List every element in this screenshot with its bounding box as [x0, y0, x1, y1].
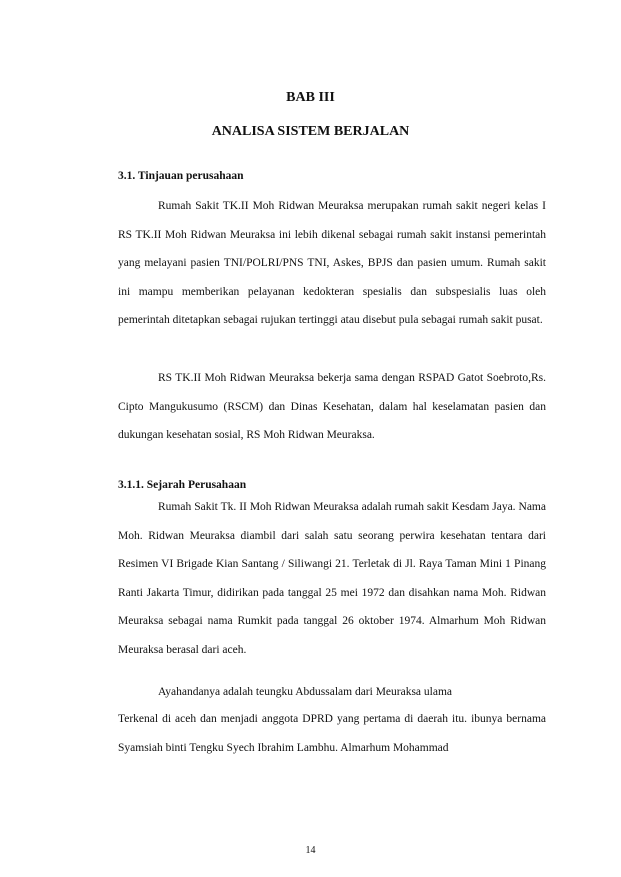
paragraph-sejarah-2: Ayahandanya adalah teungku Abdussalam dari Meuraksa ulama — [158, 686, 453, 698]
chapter-title: ANALISA SISTEM BERJALAN — [211, 124, 410, 139]
page-number: 14 — [305, 845, 316, 856]
paragraph-tinjauan-1: Rumah Sakit TK.II Moh Ridwan Meuraksa merupakan rumah sakit negeri kelas I RS TK.II Moh Ridwan Meuraksa ini lebih dikenal sebagai rumah sakit instansi pemerintah yang melayani pasien TNI/POLRI/PNS TNI, Askes, BPJS dan pasien umum. Rumah sakit ini mampu memberikan pelayanan kedokteran spesialis dan subspesialis luas oleh pemerintah ditetapkan sebagai rujukan tertinggi atau disebut pula sebagai rumah sakit pusat. — [118, 200, 546, 327]
section-heading-sejarah: 3.1.1. Sejarah Perusahaan — [118, 479, 247, 491]
chapter-number: BAB III — [286, 90, 335, 105]
paragraph-sejarah-1: Rumah Sakit Tk. II Moh Ridwan Meuraksa adalah rumah sakit Kesdam Jaya. Nama Moh. Ridwan Meuraksa diambil dari salah satu seorang perwira kesehatan tentara dari Resimen VI Brigade Kian Santang / Siliwangi 21. Terletak di Jl. Raya Taman Mini 1 Pinang Ranti Jakarta Timur, didirikan pada tanggal 25 mei 1972 dan disahkan nama Moh. Ridwan Meuraksa sebagai nama Rumkit pada tanggal 26 oktober 1974. Almarhum Moh Ridwan Meuraksa berasal dari aceh. — [118, 501, 546, 656]
paragraph-tinjauan-2: RS TK.II Moh Ridwan Meuraksa bekerja sama dengan RSPAD Gatot Soebroto,Rs. Cipto Mangukusumo (RSCM) dan Dinas Kesehatan, dalam hal keselamatan pasien dan dukungan kesehatan sosial, RS Moh Ridwan Meuraksa. — [118, 372, 546, 442]
section-heading-tinjauan: 3.1. Tinjauan perusahaan — [118, 170, 244, 182]
paragraph-sejarah-3: Terkenal di aceh dan menjadi anggota DPRD yang pertama di daerah itu. ibunya bernama Syamsiah binti Tengku Syech Ibrahim Lambhu. Almarhum Mohammad — [118, 713, 546, 754]
